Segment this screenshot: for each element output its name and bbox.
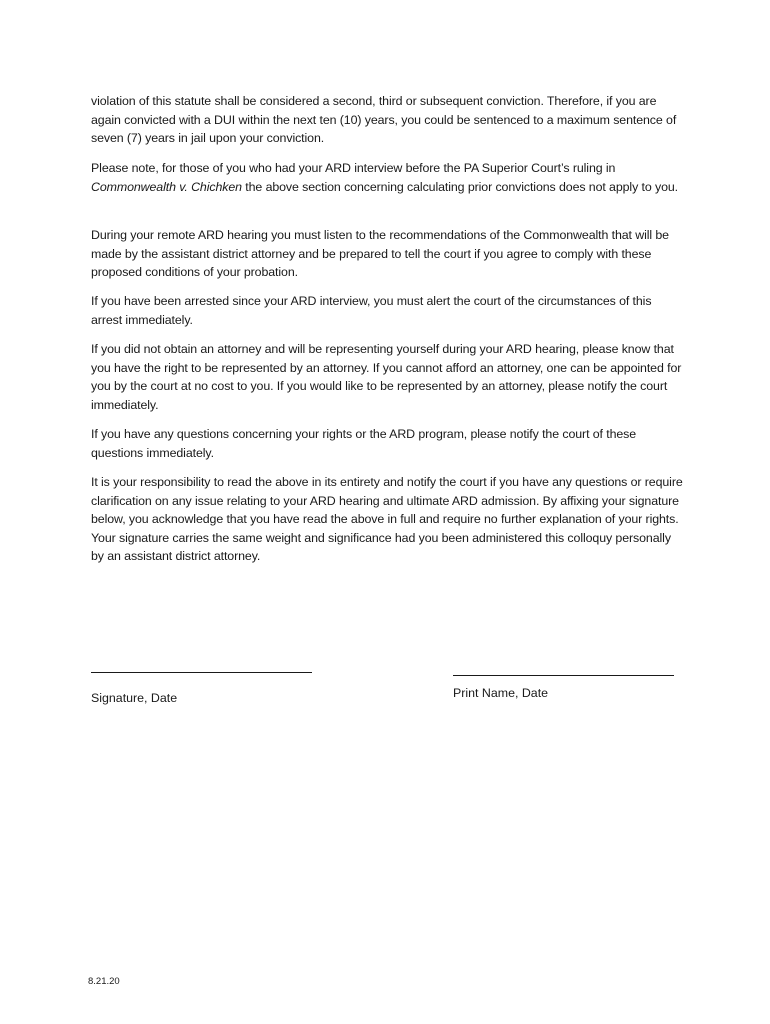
paragraph-text-before-case: Please note, for those of you who had your ARD interview before the PA Superior Court’s ruling in — [91, 161, 616, 175]
paragraph-responsibility-acknowledgement: It is your responsibility to read the above in its entirety and notify the court if you have any questions or require clarification on any issue relating to your ARD hearing and ultimate ARD admission. By affixing your signature below, you acknowledge that you have read the above in full and require no further explanation of your rights. Your signature carries the same weight and significance had you been administered this colloquy personally by an assistant district attorney. — [91, 475, 683, 564]
paragraph-dui-conviction-warning: violation of this statute shall be considered a second, third or subsequent conviction. Therefore, if you are again convicted with a DUI within the next ten (10) years, you could be sentenced to a maximum sentence of seven (7) years in jail upon your conviction. — [91, 94, 677, 146]
paragraph-text-after-case: the above section concerning calculating prior convictions does not apply to you. — [241, 179, 679, 194]
signature-line[interactable] — [91, 672, 312, 673]
paragraph-superior-court-ruling — [91, 159, 683, 196]
paragraph-arrest-notice: If you have been arrested since your ARD interview, you must alert the court of the circumstances of this arrest immediately. — [91, 294, 652, 327]
print-name-line[interactable] — [453, 675, 674, 676]
paragraph-remote-ard-hearing: During your remote ARD hearing you must listen to the recommendations of the Commonwealth that will be made by the assistant district attorney and be prepared to tell the court if you agree to comply with these proposed conditions of your probation. — [91, 228, 669, 280]
revision-date: 8.21.20 — [88, 976, 120, 987]
print-name-date-label: Print Name, Date — [453, 686, 549, 700]
case-name: Commonwealth v. Chichken — [91, 179, 242, 194]
paragraph-attorney-rights: If you did not obtain an attorney and will be representing yourself during your ARD hearing, please know that you have the right to be represented by an attorney. If you cannot afford an attorney, one can be appointed for you by the court at no cost to you. If you would like to be represented by an attorney, please notify the court immediately. — [91, 342, 682, 412]
signature-date-label: Signature, Date — [91, 691, 178, 705]
paragraph-questions: If you have any questions concerning your rights or the ARD program, please notify the court of these questions immediately. — [91, 427, 637, 460]
